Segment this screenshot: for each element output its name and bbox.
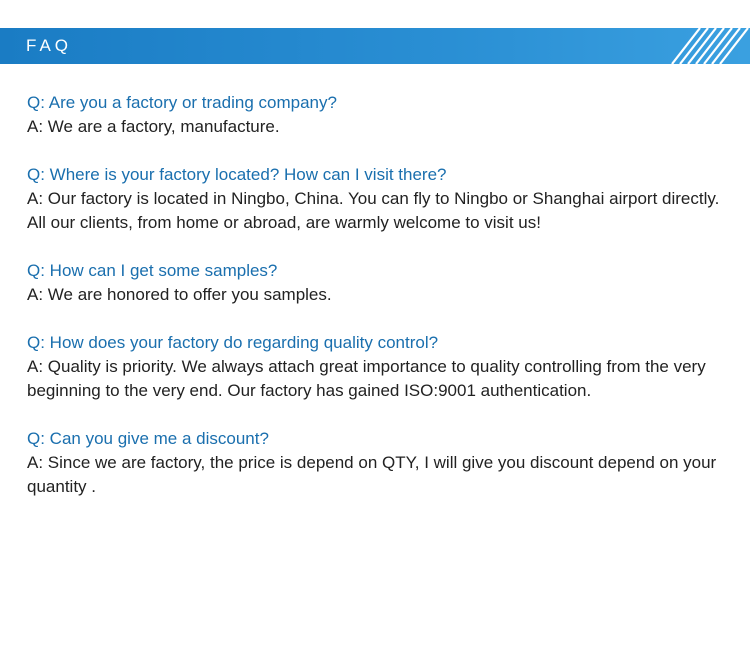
- faq-item: [27, 427, 732, 499]
- faq-item: [27, 331, 732, 403]
- faq-answer: A: We are a factory, manufacture.: [27, 117, 280, 136]
- faq-question: Q: How does your factory do regarding quality control?: [27, 333, 439, 352]
- faq-question: Q: Where is your factory located? How can I visit there?: [27, 165, 447, 184]
- faq-answer: A: Our factory is located in Ningbo, China. You can fly to Ningbo or Shanghai airport directly. All our clients, from home or abroad, are warmly welcome to visit us!: [27, 189, 720, 232]
- page-title: FAQ: [26, 36, 73, 55]
- faq-item: [27, 259, 732, 307]
- faq-list: [27, 91, 732, 523]
- faq-answer: A: Quality is priority. We always attach great importance to quality controlling from the very beginning to the very end. Our factory has gained ISO:9001 authentication.: [27, 357, 706, 400]
- diagonal-stripes-icon: [650, 28, 750, 64]
- faq-item: [27, 163, 732, 235]
- faq-header-banner: [0, 28, 750, 64]
- faq-question: Q: How can I get some samples?: [27, 261, 278, 280]
- faq-answer: A: We are honored to offer you samples.: [27, 285, 332, 304]
- faq-question: Q: Are you a factory or trading company?: [27, 93, 337, 112]
- faq-item: [27, 91, 732, 139]
- faq-answer: A: Since we are factory, the price is depend on QTY, I will give you discount depend on your quantity .: [27, 453, 717, 496]
- faq-question: Q: Can you give me a discount?: [27, 429, 269, 448]
